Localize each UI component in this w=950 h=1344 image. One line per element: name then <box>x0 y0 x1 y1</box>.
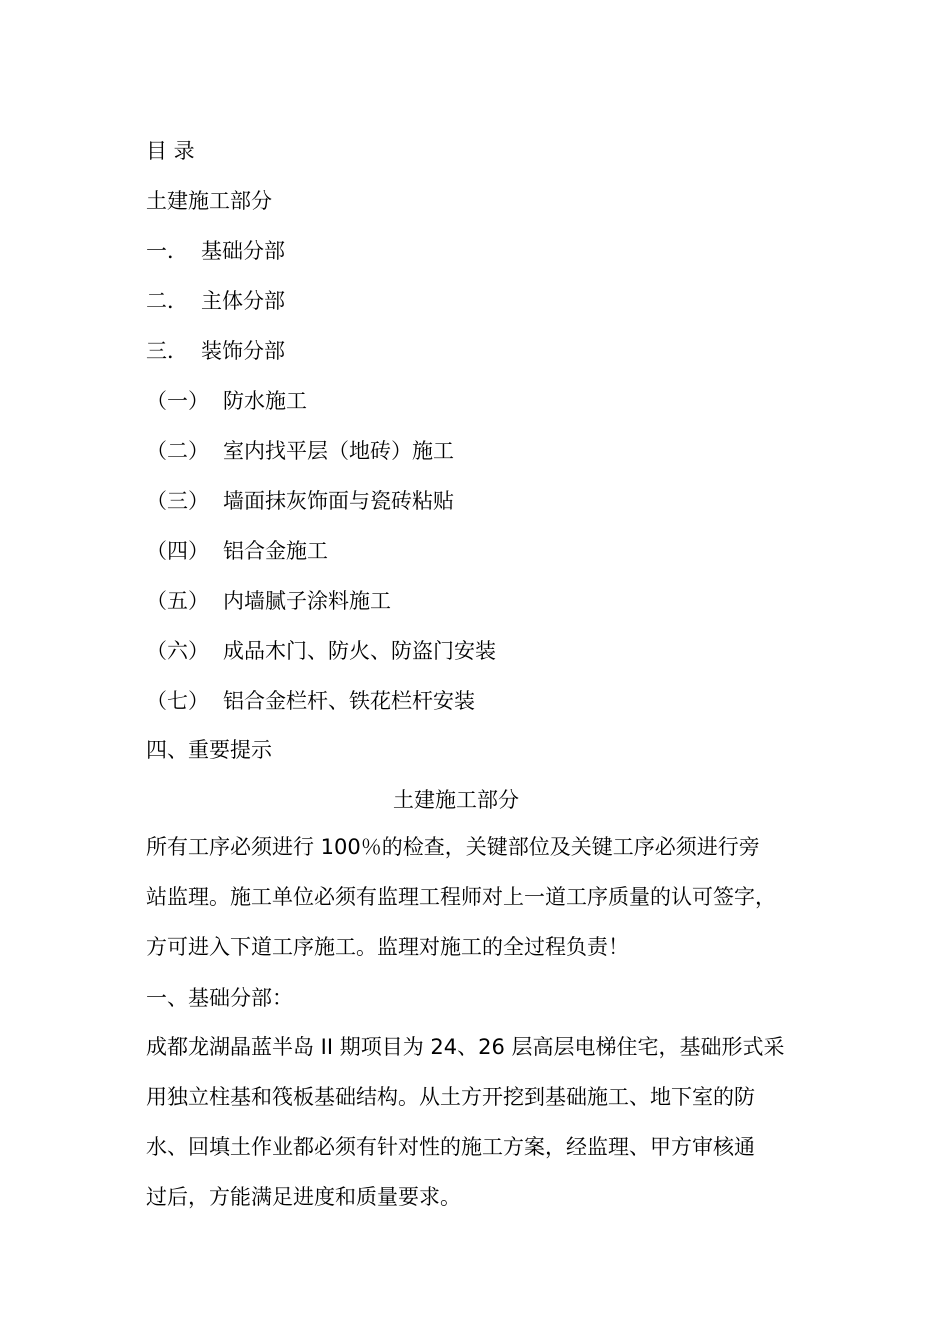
subsection-title: 一、基础分部： <box>146 986 293 1010</box>
toc-subitem <box>146 438 454 464</box>
toc-item-label: 基础分部 <box>201 239 285 263</box>
toc-subitem-label: 防水施工 <box>223 389 307 413</box>
toc-item-number: 三． <box>146 339 188 363</box>
toc-subitem <box>146 488 454 514</box>
toc-item <box>146 238 285 264</box>
paragraph-line: 所有工序必须进行 100％的检查，关键部位及关键工序必须进行旁 <box>146 835 760 859</box>
paragraph-line: 过后，方能满足进度和质量要求。 <box>146 1185 461 1209</box>
toc-subitem-number: （二） <box>146 439 209 463</box>
toc-subitem-number: （七） <box>146 689 209 713</box>
foundation-paragraph <box>146 1022 816 1222</box>
toc-section-heading: 土建施工部分 <box>146 189 272 213</box>
toc-subitem-label: 内墙腻子涂料施工 <box>223 589 391 613</box>
toc-subitem-number: （四） <box>146 539 209 563</box>
toc-subitem-label: 室内找平层（地砖）施工 <box>223 439 454 463</box>
toc-item-number: 二． <box>146 289 188 313</box>
toc-subitem <box>146 588 391 614</box>
toc-title: 目 录 <box>146 139 195 163</box>
toc-subitem-label: 铝合金施工 <box>223 539 328 563</box>
paragraph-line: 成都龙湖晶蓝半岛 II 期项目为 24、26 层高层电梯住宅，基础形式采 <box>146 1035 785 1059</box>
section-heading: 土建施工部分 <box>393 788 519 812</box>
paragraph-line: 方可进入下道工序施工。监理对施工的全过程负责！ <box>146 935 629 959</box>
toc-subitem-label: 墙面抹灰饰面与瓷砖粘贴 <box>223 489 454 513</box>
toc-subitem-number: （一） <box>146 389 209 413</box>
toc-subitem <box>146 688 475 714</box>
toc-subitem-label: 铝合金栏杆、铁花栏杆安装 <box>223 689 475 713</box>
toc-item-number: 一． <box>146 239 188 263</box>
toc-subitem <box>146 538 328 564</box>
paragraph-line: 水、回填土作业都必须有针对性的施工方案，经监理、甲方审核通 <box>146 1135 755 1159</box>
toc-subitem-number: （五） <box>146 589 209 613</box>
paragraph-line: 站监理。施工单位必须有监理工程师对上一道工序质量的认可签字， <box>146 885 776 909</box>
paragraph-line: 用独立柱基和筏板基础结构。从土方开挖到基础施工、地下室的防 <box>146 1085 755 1109</box>
toc-item <box>146 288 285 314</box>
toc-item <box>146 338 285 364</box>
toc-item-important-notes: 四、重要提示 <box>146 738 272 762</box>
toc-subitem-number: （六） <box>146 639 209 663</box>
toc-item-label: 主体分部 <box>201 289 285 313</box>
toc-subitem-label: 成品木门、防火、防盗门安装 <box>223 639 496 663</box>
toc-subitem <box>146 388 307 414</box>
intro-paragraph <box>146 822 816 972</box>
toc-item-label: 装饰分部 <box>201 339 285 363</box>
toc-subitem <box>146 638 496 664</box>
toc-subitem-number: （三） <box>146 489 209 513</box>
